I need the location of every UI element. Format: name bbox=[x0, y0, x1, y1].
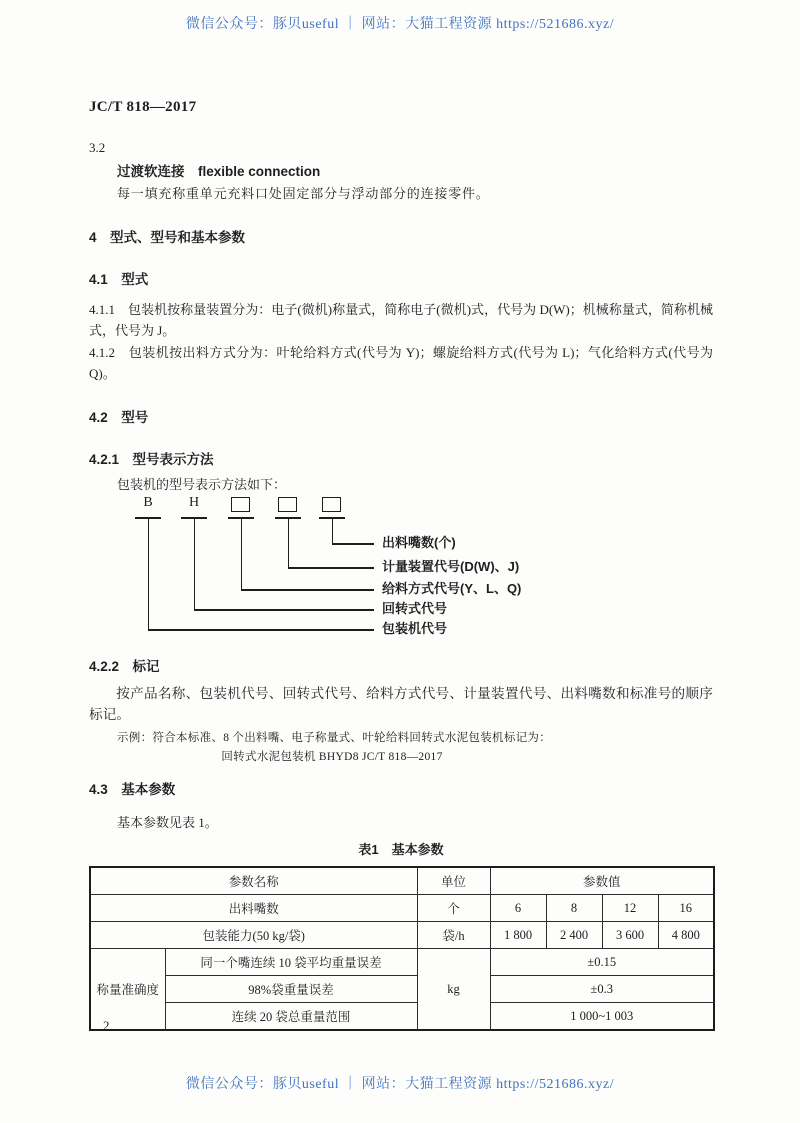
model-symbol-h: H bbox=[188, 495, 200, 510]
label-feeding-code: 给料方式代号(Y、L、Q) bbox=[382, 581, 522, 596]
paragraph-4-2-2: 按产品名称、包装机代号、回转式代号、给料方式代号、计量装置代号、出料嘴数和标准号的顺序标记。 bbox=[89, 686, 713, 722]
cell-accuracy-unit: kg bbox=[417, 949, 490, 1031]
cell-accuracy-item: 同一个嘴连续 10 袋平均重量误差 bbox=[165, 949, 417, 976]
section-4-2-2-heading: 4.2.2 标记 bbox=[89, 659, 160, 674]
label-rotary-code: 回转式代号 bbox=[382, 601, 448, 616]
cell-accuracy-item: 连续 20 袋总重量范围 bbox=[165, 1003, 417, 1031]
example-label: 示例：符合本标准、8 个出料嘴、电子称量式、叶轮给料回转式水泥包装机标记为： bbox=[117, 732, 552, 744]
header-unit: 单位 bbox=[417, 867, 490, 895]
connector-line-vertical bbox=[241, 518, 243, 589]
page-content bbox=[89, 99, 713, 1031]
cell-accuracy-value: ±0.15 bbox=[490, 949, 714, 976]
model-placeholder-box-1 bbox=[231, 497, 250, 512]
section-4-1-heading: 4.1 型式 bbox=[89, 272, 149, 287]
cell-value: 8 bbox=[546, 895, 602, 922]
term-definition: 每一填充称重单元充料口处固定部分与浮动部分的连接零件。 bbox=[117, 186, 490, 201]
cell-value: 3 600 bbox=[602, 922, 658, 949]
cell-value: 4 800 bbox=[658, 922, 714, 949]
header-param-value: 参数值 bbox=[490, 867, 714, 895]
promo-banner-bottom: 微信公众号：豚贝useful ｜ 网站：大猫工程资源 https://521686.xyz/ bbox=[185, 1077, 615, 1092]
page-number: 2 bbox=[103, 1018, 110, 1033]
model-placeholder-box-2 bbox=[278, 497, 297, 512]
cell-row-unit: 个 bbox=[417, 895, 490, 922]
model-placeholder-box-3 bbox=[322, 497, 341, 512]
cell-accuracy-item: 98%袋重量误差 bbox=[165, 976, 417, 1003]
connector-line-horizontal bbox=[288, 567, 375, 569]
paragraph-4-1-1: 4.1.1 包装机按称量装置分为：电子(微机)称量式，简称电子(微机)式，代号为 D(W)；机械称量式，简称机械式，代号为 J。 bbox=[89, 302, 713, 338]
cell-value: 16 bbox=[658, 895, 714, 922]
connector-line-horizontal bbox=[148, 629, 375, 631]
model-notation-intro: 包装机的型号表示方法如下： bbox=[117, 477, 287, 492]
connector-line-vertical bbox=[288, 518, 290, 567]
see-table-note: 基本参数见表 1。 bbox=[117, 815, 218, 830]
section-4-2-heading: 4.2 型号 bbox=[89, 410, 149, 425]
table-row bbox=[90, 949, 714, 976]
table-caption: 表1 基本参数 bbox=[358, 842, 444, 857]
connector-line-horizontal bbox=[194, 609, 375, 611]
table-header-row bbox=[90, 867, 714, 895]
cell-value: 12 bbox=[602, 895, 658, 922]
label-packer-code: 包装机代号 bbox=[382, 621, 448, 636]
term-heading: 过渡软连接 flexible connection bbox=[117, 164, 321, 179]
header-param-name: 参数名称 bbox=[90, 867, 417, 895]
connector-line-vertical bbox=[332, 518, 334, 543]
table-row bbox=[90, 976, 714, 1003]
table-row bbox=[90, 895, 714, 922]
cell-accuracy-value: ±0.3 bbox=[490, 976, 714, 1003]
section-4-2-1-heading: 4.2.1 型号表示方法 bbox=[89, 452, 214, 467]
section-3-2-number: 3.2 bbox=[89, 140, 106, 155]
cell-row-name: 包装能力(50 kg/袋) bbox=[90, 922, 417, 949]
connector-line-horizontal bbox=[241, 589, 375, 591]
cell-value: 2 400 bbox=[546, 922, 602, 949]
cell-accuracy-value: 1 000~1 003 bbox=[490, 1003, 714, 1031]
section-4-heading: 4 型式、型号和基本参数 bbox=[89, 230, 246, 245]
promo-banner-top: 微信公众号：豚贝useful ｜ 网站：大猫工程资源 https://521686.xyz/ bbox=[185, 17, 615, 32]
example-designation: 回转式水泥包装机 BHYD8 JC/T 818—2017 bbox=[221, 751, 443, 763]
table-row bbox=[90, 1003, 714, 1031]
cell-value: 1 800 bbox=[490, 922, 546, 949]
paragraph-4-1-2: 4.1.2 包装机按出料方式分为：叶轮给料方式(代号为 Y)；螺旋给料方式(代号为 L)；气化给料方式(代号为 Q)。 bbox=[89, 345, 713, 381]
table-row bbox=[90, 922, 714, 949]
section-4-3-heading: 4.3 基本参数 bbox=[89, 782, 176, 797]
cell-row-name: 出料嘴数 bbox=[90, 895, 417, 922]
cell-value: 6 bbox=[490, 895, 546, 922]
cell-accuracy-group: 称量准确度 bbox=[90, 949, 165, 1031]
connector-line-vertical bbox=[148, 518, 150, 629]
connector-line-vertical bbox=[194, 518, 196, 609]
label-outlet-count: 出料嘴数(个) bbox=[382, 535, 456, 550]
label-metering-code: 计量装置代号(D(W)、J) bbox=[382, 559, 520, 574]
model-symbol-b: B bbox=[143, 495, 153, 510]
standard-number: JC/T 818—2017 bbox=[89, 99, 197, 115]
basic-parameters-table bbox=[89, 866, 715, 1031]
connector-line-horizontal bbox=[332, 543, 375, 545]
model-designation-diagram bbox=[89, 493, 713, 643]
cell-row-unit: 袋/h bbox=[417, 922, 490, 949]
